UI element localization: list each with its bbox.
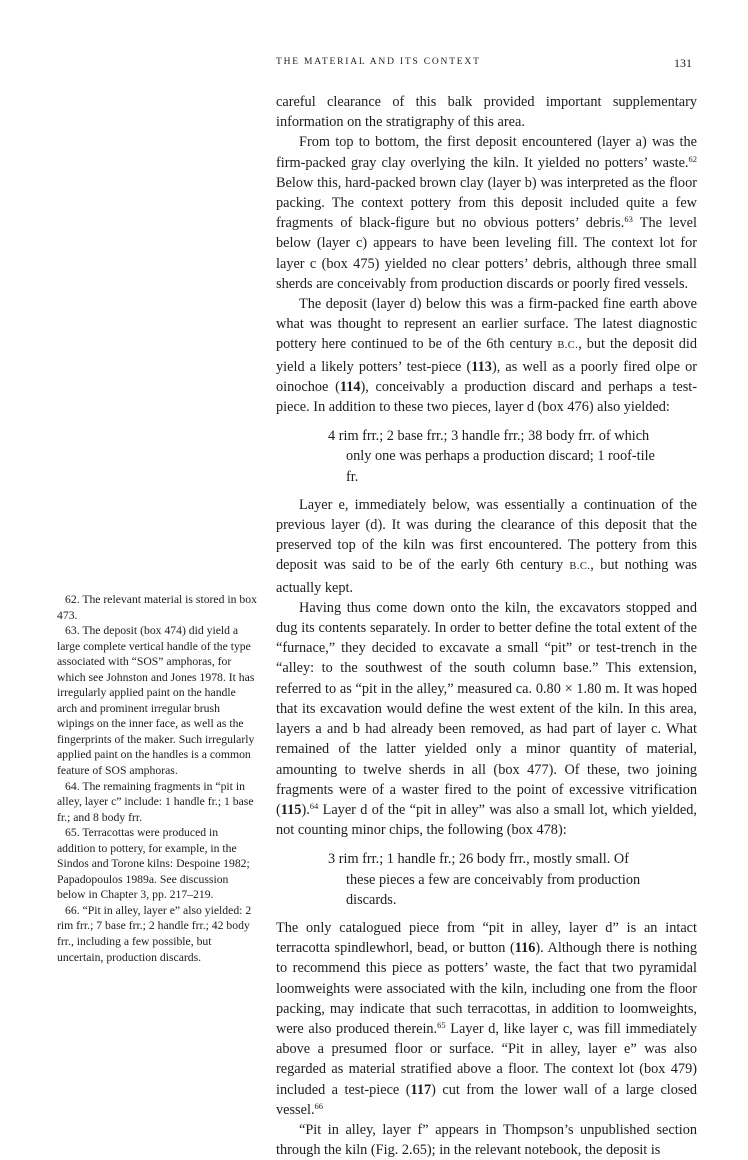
- footnote-66: 66. “Pit in alley, layer e” also yielded: 2 rim frr.; 7 base frr.; 2 handle frr.; 42 body frr., including a few possible, but uncertain, production discards.: [57, 903, 252, 964]
- finds-list-1: [276, 426, 697, 487]
- catalogue-ref-115: 115: [280, 801, 302, 818]
- era-abbreviation: B.C.: [569, 561, 591, 573]
- paragraph-6-part-d: ) cut from the lower wall of a large closed vessel.: [276, 1081, 697, 1118]
- footnotes: [57, 592, 257, 965]
- footnote-ref-66: 66: [314, 1100, 324, 1111]
- footnote-65: 65. Terracottas were produced in addition to pottery, for example, in the Sindos and Torone kilns: Despoine 1982; Papadopoulos 1989a. See discussion below in Chapter 3, pp. 217–219.: [57, 826, 250, 902]
- footnote-ref-65: 65: [437, 1019, 446, 1030]
- main-text: [276, 92, 697, 1160]
- footnote-63: 63. The deposit (box 474) did yield a large complete vertical handle of the type associated with “SOS” amphoras, for which see Johnston and Jones 1978. It has irregularly applied paint on the handle arch and prominent irregular brush wipings on the inner face, as well as the fingerprints of the maker. Such irregularly applied paint on the handles is a common feature of SOS amphoras.: [57, 624, 255, 778]
- footnote-62: 62. The relevant material is stored in box 473.: [57, 593, 257, 622]
- paragraph-3-part-c: ), as well as a poorly fired olpe or oinochoe (: [276, 358, 697, 395]
- paragraph-1: careful clearance of this balk provided important supplementary information on the stratigraphy of this area.: [276, 94, 697, 131]
- paragraph-3: [276, 294, 697, 417]
- paragraph-4-part-a: Layer e, immediately below, was essentially a continuation of the previous layer (d). It was during the clearance of this deposit that the preserved top of the kiln was first encountered. The pottery from this deposit was said to be of the early 6th century: [276, 496, 697, 574]
- footnote-ref-63: 63: [624, 214, 633, 225]
- paragraph-2: [276, 132, 697, 294]
- finds-list-2: [276, 849, 697, 910]
- footnote-64: 64. The remaining fragments in “pit in alley, layer c” include: 1 handle fr.; 1 base fr.; and 8 body frr.: [57, 779, 254, 824]
- finds-list-2-text: 3 rim frr.; 1 handle fr.; 26 body frr., mostly small. Of these pieces a few are conceivably from production discards.: [328, 851, 641, 908]
- paragraph-3-part-a: The deposit (layer d) below this was a firm-packed fine earth above what was thought to represent an earlier surface. The latest diagnostic pottery here continued to be of the 6th century: [276, 296, 697, 353]
- footnote-ref-62: 62: [688, 153, 697, 164]
- era-abbreviation: B.C.: [557, 340, 579, 352]
- catalogue-ref-117: 117: [410, 1081, 432, 1098]
- running-title: THE MATERIAL AND ITS CONTEXT: [276, 57, 481, 67]
- paragraph-3-part-d: ), conceivably a production discard and perhaps a test-piece. In addition to these two pieces, layer d (box 476) also yielded:: [276, 378, 697, 416]
- finds-list-1-text: 4 rim frr.; 2 base frr.; 3 handle frr.; 38 body frr. of which only one was perhaps a production discard; 1 roof-tile fr.: [328, 428, 655, 485]
- paragraph-2-part-c: The level below (layer c) appears to have been leveling fill. The context lot for layer c (box 475) yielded no clear potters’ debris, although three small sherds are conceivably from production discards or poorly fired vessels.: [276, 215, 697, 292]
- footnote-ref-64: 64: [309, 800, 319, 811]
- paragraph-5-part-a: Having thus come down onto the kiln, the excavators stopped and dug its contents separately. In order to better define the total extent of the “furnace,” they decided to excavate a small “pit” or test-trench in the “alley: to the southwest of the south column base.” This extension, referred to as “pit in the alley,” measured ca. 0.80 × 1.80 m. It was hoped that its excavation would define the west extent of the kiln. In this area, layers a and b had already been removed, as had part of layer c. What remained of the latter yielded only a minor quantity of material, amounting to twelve sherds in all (box 477). Of these, two joining fragments were of a waster fired to the point of excessive vitrification (: [276, 599, 697, 818]
- paragraph-6-part-c: Layer d, like layer c, was fill immediately above a presumed floor or surface. “Pit in alley, layer e” was also regarded as material stratified above a floor. The context lot (box 479) included a test-piece (: [276, 1020, 697, 1098]
- catalogue-ref-114: 114: [339, 378, 361, 395]
- paragraph-6: [276, 918, 697, 1120]
- paragraph-2-part-a: From top to bottom, the first deposit encountered (layer a) was the firm-packed gray clay overlying the kiln. It yielded no potters’ waste.: [276, 134, 697, 171]
- page-number: 131: [674, 56, 692, 70]
- paragraph-6-part-b: ). Although there is nothing to recommend this piece as potters’ waste, the fact that two pyramidal loomweights were associated with the kiln, including one from the floor packing, may indicate that such terracottas, in addition to loomweights, were also produced therein.: [276, 940, 697, 1037]
- paragraph-4-part-b: , but nothing was actually kept.: [276, 557, 697, 596]
- paragraph-5: [276, 598, 697, 840]
- paragraph-2-part-b: Below this, hard-packed brown clay (layer b) was interpreted as the floor packing. The context pottery from this deposit included quite a few fragments of black-figure but no obvious potters’ debris.: [276, 174, 697, 232]
- catalogue-ref-116: 116: [514, 940, 536, 957]
- paragraph-4: [276, 495, 697, 598]
- paragraph-7: “Pit in alley, layer f” appears in Thompson’s unpublished section through the kiln (Fig. 2.65); in the relevant notebook, the deposit is: [276, 1121, 697, 1159]
- paragraph-5-part-b: ).: [301, 801, 310, 818]
- paragraph-5-part-c: Layer d of the “pit in alley” was also a small lot, which yielded, not counting minor chips, the following (box 478):: [276, 801, 697, 839]
- running-head: [276, 57, 696, 73]
- paragraph-6-part-a: The only catalogued piece from “pit in alley, layer d” is an intact terracotta spindlewhorl, bead, or button (: [276, 919, 697, 957]
- catalogue-ref-113: 113: [471, 358, 492, 375]
- paragraph-3-part-b: , but the deposit did yield a likely potters’ test-piece (: [276, 336, 697, 375]
